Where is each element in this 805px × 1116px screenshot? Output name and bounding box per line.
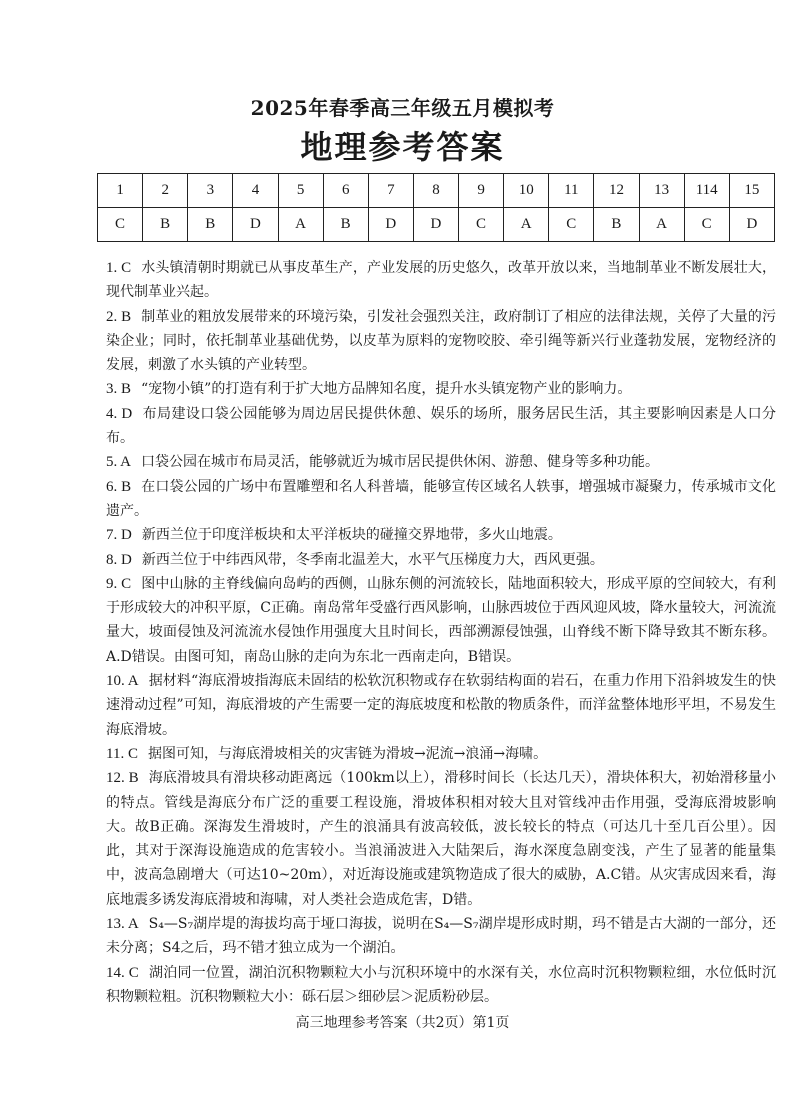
explanation-text: 新西兰位于中纬西风带，冬季南北温差大，水平气压梯度力大，西风更强。 <box>141 551 604 568</box>
explanations-section <box>106 256 776 1009</box>
answer-cell: D <box>368 208 413 242</box>
explanation-text: 图中山脉的主脊线偏向岛屿的西侧，山脉东侧的河流较长，陆地面积较大，形成平原的空间较大，有利于形成较大的冲积平原，C正确。南岛常年受盛行西风影响，山脉西坡位于西风迎风坡，降水量较大，河流流量大，坡面侵蚀及河流流水侵蚀作用强度大且时间长，西部溯源侵蚀强，山脊线不断下降导致其不断东移。A.D错误。由图可知，南岛山脉的走向为东北一西南走向，B错误。 <box>106 575 776 665</box>
explanation-paragraph <box>106 475 776 524</box>
question-number-cell: 5 <box>278 174 323 208</box>
question-number-cell: 2 <box>143 174 188 208</box>
explanation-text: 海底滑坡具有滑块移动距离远（100km以上），滑移时间长（长达几天），滑块体积大，初始滑移量小的特点。管线是海底分布广泛的重要工程设施，滑坡体积相对较大且对管线冲击作用强，受海底滑坡影响大。故B正确。深海发生滑坡时，产生的浪涌具有波高较低，波长较长的特点（可达几十至几百公里）。因此，其对于深海设施造成的危害较小。当浪涌波进入大陆架后，海水深度急剧变浅，产生了显著的能量集中，波高急剧增大（可达10~20m），对近海设施或建筑物造成了很大的威胁，A.C错。从灾害成因来看，海底地震多诱发海底滑坡和海啸，对人类社会造成危害，D错。 <box>106 770 776 908</box>
question-label: 6. B <box>106 478 132 495</box>
question-number-cell: 1 <box>98 174 143 208</box>
question-label: 3. B <box>106 381 132 398</box>
explanation-text: 湖泊同一位置，湖泊沉积物颗粒大小与沉积环境中的水深有关，水位高时沉积物颗粒细，水位低时沉积物颗粒粗。沉积物颗粒大小：砾石层＞细砂层＞泥质粉砂层。 <box>106 964 776 1005</box>
answer-cell: B <box>143 208 188 242</box>
explanation-text: S₄—S₇湖岸堤的海拔均高于垭口海拔，说明在S₄—S₇湖岸堤形成时期，玛不错是古大湖的一部分，还未分离；S4之后，玛不错才独立成为一个湖泊。 <box>106 916 776 957</box>
question-number-cell: 114 <box>684 174 729 208</box>
explanation-paragraph <box>106 961 776 1010</box>
answer-cell: D <box>729 208 774 242</box>
question-label: 12. B <box>106 770 139 787</box>
answer-key-title: 地理参考答案 <box>300 128 505 166</box>
answer-cell: B <box>594 208 639 242</box>
explanation-text: 制革业的粗放发展带来的环境污染，引发社会强烈关注，政府制订了相应的法律法规，关停了大量的污染企业；同时，依托制革业基础优势，以皮革为原料的宠物咬胶、牵引绳等新兴行业蓬勃发展，宠物经济的发展，刺激了水头镇的产业转型。 <box>106 308 776 374</box>
question-label: 14. C <box>106 964 139 981</box>
question-number-cell: 6 <box>323 174 368 208</box>
question-number-cell: 15 <box>729 174 774 208</box>
explanation-paragraph <box>106 766 776 912</box>
explanation-paragraph <box>106 523 776 547</box>
explanation-text: “宠物小镇”的打造有利于扩大地方品牌知名度，提升水头镇宠物产业的影响力。 <box>141 381 632 398</box>
explanation-paragraph <box>106 669 776 742</box>
explanation-text: 据材料“海底滑坡指海底未固结的松软沉积物或存在软弱结构面的岩石，在重力作用下沿斜坡发生的快速滑动过程”可知，海底滑坡的产生需要一定的海底坡度和松散的物质条件，而洋盆整体地形平坦，不易发生海底滑坡。 <box>106 673 776 738</box>
question-number-cell: 7 <box>368 174 413 208</box>
answer-cell: D <box>233 208 278 242</box>
question-number-cell: 4 <box>233 174 278 208</box>
explanation-paragraph <box>106 377 776 401</box>
question-label: 4. D <box>106 405 133 422</box>
exam-title: 2025年春季高三年级五月模拟考 <box>250 96 555 120</box>
question-number-cell: 11 <box>549 174 594 208</box>
explanation-text: 口袋公园在城市布局灵活，能够就近为城市居民提供休闲、游憩、健身等多种功能。 <box>141 454 660 471</box>
question-number-cell: 10 <box>504 174 549 208</box>
question-label: 9. C <box>106 575 132 592</box>
answer-cell: C <box>684 208 729 242</box>
question-number-cell: 12 <box>594 174 639 208</box>
question-label: 2. B <box>106 308 132 325</box>
explanation-paragraph <box>106 450 776 474</box>
answer-cell: A <box>278 208 323 242</box>
explanation-paragraph <box>106 305 776 378</box>
explanation-text: 在口袋公园的广场中布置雕塑和名人科普墙，能够宣传区域名人轶事，增强城市凝聚力，传承城市文化遗产。 <box>106 478 776 519</box>
question-number-cell: 9 <box>459 174 504 208</box>
answer-cell: C <box>549 208 594 242</box>
page-footer: 高三地理参考答案（共2页）第1页 <box>295 1015 510 1031</box>
explanation-paragraph <box>106 402 776 451</box>
question-number-cell: 13 <box>639 174 684 208</box>
answer-cell: D <box>413 208 458 242</box>
answer-cell: A <box>504 208 549 242</box>
explanation-paragraph <box>106 548 776 572</box>
question-label: 7. D <box>106 527 132 544</box>
question-number-cell: 3 <box>188 174 233 208</box>
question-label: 11. C <box>106 745 138 762</box>
explanation-paragraph <box>106 572 776 669</box>
question-label: 8. D <box>106 551 132 568</box>
answer-cell: B <box>188 208 233 242</box>
answer-cell: B <box>323 208 368 242</box>
explanation-paragraph <box>106 912 776 961</box>
answer-letter-row <box>98 208 775 242</box>
question-label: 5. A <box>106 454 132 471</box>
explanation-text: 水头镇清朝时期就已从事皮革生产，产业发展的历史悠久，改革开放以来，当地制革业不断发展壮大，现代制革业兴起。 <box>106 260 776 301</box>
question-label: 1. C <box>106 260 132 276</box>
answer-cell: C <box>98 208 143 242</box>
explanation-paragraph <box>106 742 776 766</box>
explanation-paragraph <box>106 256 776 305</box>
answer-table <box>97 173 775 242</box>
answer-cell: A <box>639 208 684 242</box>
explanation-text: 布局建设口袋公园能够为周边居民提供休憩、娱乐的场所，服务居民生活，其主要影响因素是人口分布。 <box>106 405 777 447</box>
question-label: 10. A <box>106 673 139 690</box>
answer-cell: C <box>459 208 504 242</box>
explanation-text: 据图可知，与海底滑坡相关的灾害链为滑坡→泥流→浪涌→海啸。 <box>147 745 548 762</box>
question-number-cell: 8 <box>413 174 458 208</box>
question-number-row <box>98 174 775 208</box>
explanation-text: 新西兰位于印度洋板块和太平洋板块的碰撞交界地带，多火山地震。 <box>141 527 562 544</box>
question-label: 13. A <box>106 916 139 933</box>
